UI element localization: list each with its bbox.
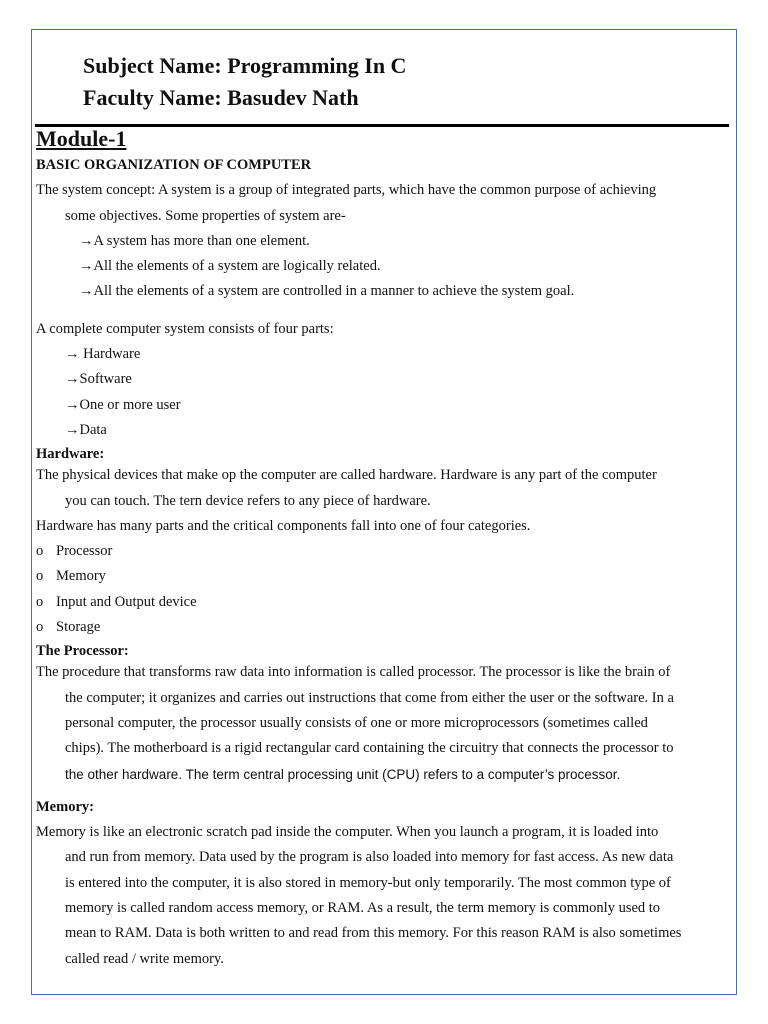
hardware-line: The physical devices that make op the computer are called hardware. Hardware is any part of the computer — [36, 467, 657, 484]
document-body — [36, 153, 726, 972]
property-item: →All the elements of a system are logically related. — [79, 258, 381, 275]
processor-line: the computer; it organizes and carries out instructions that come from either the user or the software. In a — [65, 689, 674, 706]
memory-line: is entered into the computer, it is also stored in memory-but only temporarily. The most common type of — [65, 874, 671, 891]
bullet-marker: o — [36, 568, 44, 585]
bullet-marker: o — [36, 543, 44, 560]
property-item: →A system has more than one element. — [79, 232, 310, 249]
system-concept-line: some objectives. Some properties of system are- — [65, 207, 346, 224]
header-rule — [35, 124, 729, 127]
memory-line: memory is called random access memory, or RAM. As a result, the term memory is commonly used to — [65, 900, 661, 917]
memory-line: mean to RAM. Data is both written to and read from this memory. For this reason RAM is also sometimes — [65, 925, 682, 942]
hardware-line: you can touch. The tern device refers to any piece of hardware. — [65, 492, 431, 509]
memory-heading: Memory: — [36, 798, 94, 815]
hardware-heading: Hardware: — [36, 446, 105, 463]
part-item: →Data — [65, 421, 107, 438]
property-item: →All the elements of a system are controlled in a manner to achieve the system goal. — [79, 283, 575, 300]
subject-name: Subject Name: Programming In C — [83, 53, 407, 78]
bullet-marker: o — [36, 619, 44, 636]
faculty-name: Faculty Name: Basudev Nath — [83, 85, 359, 110]
category-item: o Memory — [36, 564, 726, 589]
part-item: → Hardware — [65, 346, 141, 363]
system-concept-line: The system concept: A system is a group of integrated parts, which have the common purpose of achieving — [36, 182, 657, 199]
hardware-line: Hardware has many parts and the critical components fall into one of four categories. — [36, 517, 531, 534]
processor-line: chips). The motherboard is a rigid rectangular card containing the circuitry that connects the processor to — [65, 740, 674, 757]
processor-line: the other hardware. The term central processing unit (CPU) refers to a computer’s processor. — [65, 766, 621, 782]
processor-line: personal computer, the processor usually consists of one or more microprocessors (sometimes called — [65, 714, 648, 731]
bullet-marker: o — [36, 593, 44, 610]
memory-line: called read / write memory. — [65, 950, 224, 967]
part-item: →One or more user — [65, 396, 181, 413]
computer-system-intro: A complete computer system consists of four parts: — [36, 320, 334, 337]
module-title: Module-1 — [36, 126, 127, 151]
category-item: o Input and Output device — [36, 590, 726, 615]
processor-heading: The Processor: — [36, 643, 129, 660]
section-title: BASIC ORGANIZATION OF COMPUTER — [36, 157, 312, 173]
processor-line: The procedure that transforms raw data into information is called processor. The processor is like the brain of — [36, 664, 671, 681]
memory-line: Memory is like an electronic scratch pad inside the computer. When you launch a program, it is loaded into — [36, 824, 659, 841]
category-item: o Storage — [36, 615, 726, 640]
category-item: o Processor — [36, 539, 726, 564]
memory-line: and run from memory. Data used by the program is also loaded into memory for fast access. As new data — [65, 849, 674, 866]
part-item: →Software — [65, 371, 132, 388]
